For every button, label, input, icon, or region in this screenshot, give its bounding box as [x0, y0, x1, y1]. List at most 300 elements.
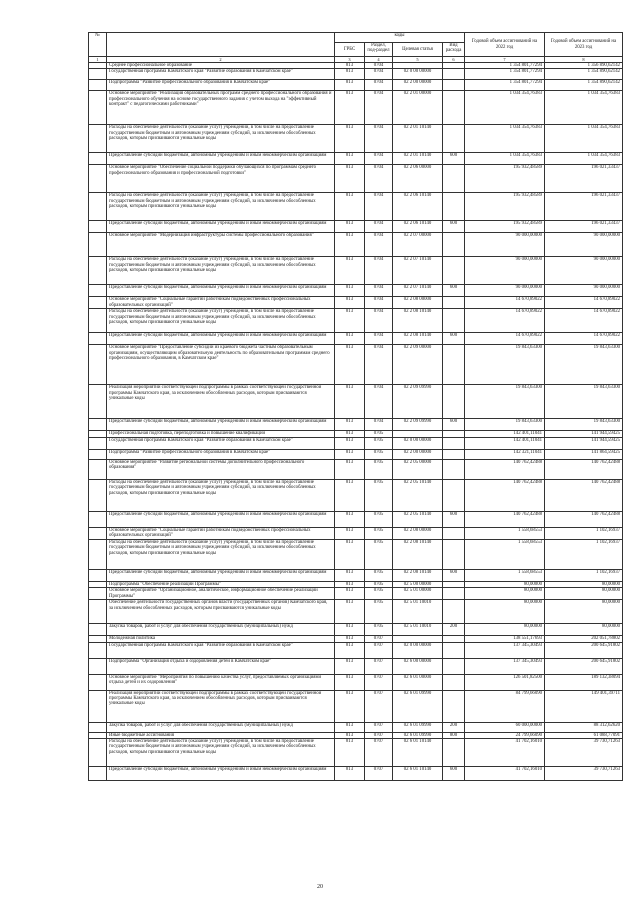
row-number-cell	[89, 479, 107, 511]
row-volume-2023-cell: 39 730,71263	[545, 739, 623, 767]
row-grbs-cell: 813	[335, 437, 365, 449]
column-index-cell: 4	[365, 57, 393, 63]
row-section-cell: 0707	[365, 674, 393, 690]
table-row	[89, 539, 623, 569]
row-volume-2022-cell: 14 670,89022	[465, 333, 545, 345]
row-name-cell: Расходы на обеспечение деятельности (оказание услуг) учреждений, в том числе на предоставление государственным бюджетным и автономным учреждениям субсидий, за исключением обособленных расходов, которым присваиваются уникальные коды	[107, 309, 335, 333]
row-volume-2022-cell: 1 034 354,76383	[465, 125, 545, 153]
row-target-cell: 02 2 08 10140	[393, 333, 443, 345]
row-volume-2022-cell: 140 762,42488	[465, 459, 545, 479]
row-grbs-cell: 813	[335, 91, 365, 125]
row-grbs-cell: 813	[335, 739, 365, 767]
column-index-cell: 7	[465, 57, 545, 63]
row-volume-2022-cell: 41 702,16010	[465, 767, 545, 781]
row-target-cell: 02 2 08 00000	[393, 297, 443, 309]
row-name-cell: Подпрограмма "Развитие профессионального образования в Камчатском крае"	[107, 80, 335, 91]
row-volume-2022-cell: 1 354 801,77294	[465, 63, 545, 69]
row-target-cell: 02 2 01 10140	[393, 153, 443, 165]
row-volume-2023-cell: 196 021,33437	[545, 165, 623, 193]
row-number-cell	[89, 437, 107, 449]
row-grbs-cell: 813	[335, 69, 365, 80]
row-volume-2022-cell: 142 401,11041	[465, 431, 545, 437]
row-target-cell: 02 2 06 10140	[393, 193, 443, 221]
row-number-cell	[89, 539, 107, 569]
row-section-cell: 0707	[365, 767, 393, 781]
row-section-cell: 0705	[365, 437, 393, 449]
row-volume-2022-cell: 19 843,63300	[465, 419, 545, 431]
row-volume-2022-cell: 1 354 801,77294	[465, 69, 545, 80]
row-number-cell	[89, 153, 107, 165]
row-number-cell	[89, 674, 107, 690]
row-target-cell: 02 0 00 00000	[393, 642, 443, 658]
row-name-cell: Основное мероприятие "Социальные гарантии работникам подведомственных профессиональных образовательных организаций"	[107, 527, 335, 539]
row-target-cell: 02 2 09 00000	[393, 345, 443, 385]
row-number-cell	[89, 385, 107, 419]
table-row	[89, 297, 623, 309]
row-volume-2022-cell: 24 799,66090	[465, 732, 545, 738]
row-number-cell	[89, 165, 107, 193]
row-volume-2023-cell: 90 000,00000	[545, 285, 623, 297]
row-name-cell: Иные бюджетные ассигнования	[107, 732, 335, 738]
row-name-cell: Предоставление субсидий бюджетным, автономным учреждениям и иным некоммерческим организациям	[107, 153, 335, 165]
row-target-cell: 02 2 06 10140	[393, 221, 443, 233]
row-volume-2023-cell: 1 034 354,76383	[545, 91, 623, 125]
row-volume-2023-cell: 189 132,38094	[545, 674, 623, 690]
row-section-cell: 0704	[365, 309, 393, 333]
row-volume-2022-cell: 1 354 801,77294	[465, 80, 545, 91]
row-number-cell	[89, 658, 107, 674]
row-grbs-cell: 813	[335, 674, 365, 690]
row-target-cell: 02 2 07 10140	[393, 257, 443, 285]
row-volume-2023-cell: 1 034 354,76383	[545, 125, 623, 153]
row-name-cell: Основное мероприятие "Модернизация инфраструктуры системы профессионального образования"	[107, 233, 335, 257]
header-codes: коды	[335, 33, 465, 43]
row-section-cell: 0704	[365, 285, 393, 297]
row-section-cell: 0704	[365, 257, 393, 285]
column-index-cell: 8	[545, 57, 623, 63]
row-target-cell: 02 2 08 10140	[393, 569, 443, 581]
row-target-cell: 02 2 01 00000	[393, 91, 443, 125]
row-grbs-cell: 813	[335, 527, 365, 539]
row-target-cell: 02 2 09 09990	[393, 419, 443, 431]
row-volume-2022-cell: 90 000,00000	[465, 257, 545, 285]
row-volume-2023-cell: 1 102,16937	[545, 539, 623, 569]
row-name-cell: Государственная программа Камчатского края "Развитие образования в Камчатском крае"	[107, 437, 335, 449]
row-section-cell: 0704	[365, 297, 393, 309]
table-row	[89, 449, 623, 459]
row-volume-2023-cell: 14 670,89022	[545, 333, 623, 345]
row-number-cell	[89, 80, 107, 91]
row-target-cell: 02 2 00 00000	[393, 449, 443, 459]
row-section-cell: 0705	[365, 581, 393, 587]
row-volume-2022-cell: 41 702,16010	[465, 739, 545, 767]
row-target-cell: 02 2 05 10140	[393, 479, 443, 511]
row-name-cell: Обеспечение деятельности государственных органов власти (государственных органов) Камчатского края, за исключением обособленных расходов, которым присваиваются уникальные коды	[107, 600, 335, 624]
row-kind-cell	[443, 600, 465, 624]
row-grbs-cell: 813	[335, 581, 365, 587]
row-target-cell: 02 2 05 00000	[393, 459, 443, 479]
row-kind-cell: 200	[443, 722, 465, 732]
table-row	[89, 385, 623, 419]
row-name-cell: Среднее профессиональное образование	[107, 63, 335, 69]
row-kind-cell	[443, 69, 465, 80]
budget-table	[88, 32, 623, 781]
row-volume-2023-cell: 141 864,59425	[545, 449, 623, 459]
row-kind-cell	[443, 459, 465, 479]
row-section-cell: 0705	[365, 479, 393, 511]
row-name-cell: Реализация мероприятий соответствующей подпрограммы в рамках соответствующей государственной программы Камчатского края, за исключением обособленных расходов, которым присваиваются уникальные коды	[107, 690, 335, 722]
row-grbs-cell: 813	[335, 285, 365, 297]
column-index-cell: 3	[335, 57, 365, 63]
column-index-cell: 1	[89, 57, 107, 63]
row-section-cell: 0705	[365, 588, 393, 600]
row-volume-2023-cell: 140 762,42488	[545, 511, 623, 527]
row-volume-2023-cell: 90 000,00000	[545, 233, 623, 257]
row-section-cell: 0704	[365, 419, 393, 431]
row-target-cell: 02 6 01 09990	[393, 722, 443, 732]
row-volume-2022-cell: 19 843,63300	[465, 345, 545, 385]
row-grbs-cell: 813	[335, 511, 365, 527]
row-grbs-cell: 813	[335, 345, 365, 385]
row-section-cell: 0707	[365, 739, 393, 767]
row-volume-2023-cell: 39 730,71263	[545, 767, 623, 781]
row-kind-cell: 600	[443, 221, 465, 233]
table-row	[89, 527, 623, 539]
table-row	[89, 165, 623, 193]
row-section-cell: 0704	[365, 221, 393, 233]
table-row	[89, 193, 623, 221]
table-body	[89, 63, 623, 781]
row-section-cell: 0707	[365, 690, 393, 722]
row-grbs-cell: 813	[335, 569, 365, 581]
row-name-cell: Основное мероприятие "Мероприятия по повышению качества услуг, предоставляемых организациями отдыха детей и их оздоровления"	[107, 674, 335, 690]
row-number-cell	[89, 588, 107, 600]
row-grbs-cell: 813	[335, 233, 365, 257]
row-section-cell: 0705	[365, 569, 393, 581]
row-volume-2022-cell: 19 843,63300	[465, 385, 545, 419]
table-row	[89, 690, 623, 722]
row-name-cell: Реализация мероприятий соответствующей подпрограммы в рамках соответствующей государственной программы Камчатского края, за исключением обособленных расходов, которым присваиваются уникальные коды	[107, 385, 335, 419]
row-section-cell: 0705	[365, 459, 393, 479]
row-name-cell: Расходы на обеспечение деятельности (оказание услуг) учреждений, в том числе на предоставление государственным бюджетным и автономным учреждениям субсидий, за исключением обособленных расходов, которым присваиваются уникальные коды	[107, 739, 335, 767]
row-name-cell: Предоставление субсидий бюджетным, автономным учреждениям и иным некоммерческим организациям	[107, 569, 335, 581]
table-row	[89, 767, 623, 781]
row-number-cell	[89, 333, 107, 345]
row-grbs-cell: 813	[335, 600, 365, 624]
row-grbs-cell: 813	[335, 479, 365, 511]
row-number-cell	[89, 449, 107, 459]
row-volume-2023-cell: 80,00000	[545, 624, 623, 636]
row-volume-2023-cell: 61 088,77091	[545, 732, 623, 738]
row-volume-2022-cell: 1 034 354,76383	[465, 153, 545, 165]
row-section-cell: 0704	[365, 153, 393, 165]
row-number-cell	[89, 600, 107, 624]
row-name-cell: Предоставление субсидий бюджетным, автономным учреждениям и иным некоммерческим организациям	[107, 221, 335, 233]
row-name-cell: Подпрограмма "Развитие профессионального образования в Камчатском крае"	[107, 449, 335, 459]
table-row	[89, 419, 623, 431]
row-volume-2023-cell: 202 051,78802	[545, 636, 623, 642]
row-number-cell	[89, 257, 107, 285]
row-grbs-cell: 813	[335, 459, 365, 479]
row-grbs-cell: 813	[335, 333, 365, 345]
row-number-cell	[89, 511, 107, 527]
row-number-cell	[89, 739, 107, 767]
row-volume-2022-cell: 60 000,00000	[465, 722, 545, 732]
table-row	[89, 459, 623, 479]
row-number-cell	[89, 297, 107, 309]
header-target: Целевая статья	[393, 43, 443, 57]
row-kind-cell: 600	[443, 153, 465, 165]
row-name-cell: Расходы на обеспечение деятельности (оказание услуг) учреждений, в том числе на предоставление государственным бюджетным и автономным учреждениям субсидий, за исключением обособленных расходов, которым присваиваются уникальные коды	[107, 193, 335, 221]
table-row	[89, 569, 623, 581]
row-kind-cell: 600	[443, 333, 465, 345]
row-volume-2022-cell: 80,00000	[465, 624, 545, 636]
row-volume-2023-cell: 196 021,33437	[545, 193, 623, 221]
row-kind-cell	[443, 91, 465, 125]
header-kind: Вид расхода	[443, 43, 465, 57]
row-number-cell	[89, 419, 107, 431]
row-grbs-cell: 813	[335, 767, 365, 781]
row-volume-2023-cell: 1 102,16937	[545, 569, 623, 581]
table-row	[89, 285, 623, 297]
table-row	[89, 91, 623, 125]
row-kind-cell: 800	[443, 732, 465, 738]
row-grbs-cell: 813	[335, 125, 365, 153]
row-name-cell: Предоставление субсидий бюджетным, автономным учреждениям и иным некоммерческим организациям	[107, 333, 335, 345]
row-volume-2022-cell: 126 501,82500	[465, 674, 545, 690]
row-volume-2022-cell: 80,00000	[465, 581, 545, 587]
row-target-cell: 02 2 08 10140	[393, 309, 443, 333]
row-volume-2022-cell: 137 345,30493	[465, 658, 545, 674]
row-number-cell	[89, 91, 107, 125]
row-volume-2023-cell: 80,00000	[545, 600, 623, 624]
row-volume-2023-cell: 19 843,63300	[545, 385, 623, 419]
row-volume-2023-cell: 140 762,42488	[545, 479, 623, 511]
table-row	[89, 674, 623, 690]
row-grbs-cell: 813	[335, 624, 365, 636]
table-row	[89, 69, 623, 80]
row-name-cell: Предоставление субсидий бюджетным, автономным учреждениям и иным некоммерческим организациям	[107, 419, 335, 431]
row-grbs-cell: 813	[335, 385, 365, 419]
row-kind-cell	[443, 125, 465, 153]
row-target-cell: 02 0 00 00000	[393, 69, 443, 80]
row-volume-2022-cell: 195 932,48589	[465, 165, 545, 193]
row-target-cell: 02 5 01 10010	[393, 624, 443, 636]
row-volume-2023-cell: 1 102,16937	[545, 527, 623, 539]
row-grbs-cell: 813	[335, 193, 365, 221]
row-kind-cell	[443, 193, 465, 221]
row-target-cell: 02 6 01 10140	[393, 739, 443, 767]
row-number-cell	[89, 459, 107, 479]
row-volume-2023-cell: 19 843,63300	[545, 345, 623, 385]
row-grbs-cell: 813	[335, 309, 365, 333]
row-name-cell: Предоставление субсидий бюджетным, автономным учреждениям и иным некоммерческим организациям	[107, 511, 335, 527]
row-volume-2022-cell: 137 345,30493	[465, 642, 545, 658]
table-row	[89, 257, 623, 285]
row-name-cell: Основное мероприятие "Развитие региональной системы дополнительного профессионального образования"	[107, 459, 335, 479]
row-name-cell: Основное мероприятие "Социальные гарантии работникам подведомственных профессиональных образовательных организаций"	[107, 297, 335, 309]
row-volume-2023-cell: 19 843,63300	[545, 419, 623, 431]
row-grbs-cell: 813	[335, 153, 365, 165]
row-name-cell: Предоставление субсидий бюджетным, автономным учреждениям и иным некоммерческим организациям	[107, 767, 335, 781]
row-section-cell: 0704	[365, 80, 393, 91]
row-volume-2022-cell: 140 762,42488	[465, 511, 545, 527]
row-name-cell: Закупка товаров, работ и услуг для обеспечения государственных (муниципальных) нужд	[107, 722, 335, 732]
row-number-cell	[89, 285, 107, 297]
row-target-cell: 02 6 00 00000	[393, 658, 443, 674]
row-number-cell	[89, 345, 107, 385]
row-volume-2023-cell: 1 034 354,76383	[545, 153, 623, 165]
row-volume-2023-cell: 141 944,59425	[545, 437, 623, 449]
row-volume-2023-cell: 149 401,39711	[545, 690, 623, 722]
row-grbs-cell: 813	[335, 732, 365, 738]
row-volume-2022-cell: 84 799,66090	[465, 690, 545, 722]
row-grbs-cell: 813	[335, 80, 365, 91]
row-grbs-cell: 813	[335, 636, 365, 642]
table-row	[89, 739, 623, 767]
row-number-cell	[89, 69, 107, 80]
row-target-cell: 02 5 01 10010	[393, 600, 443, 624]
row-kind-cell: 600	[443, 767, 465, 781]
row-volume-2023-cell: 200 645,91802	[545, 642, 623, 658]
row-kind-cell	[443, 658, 465, 674]
row-number-cell	[89, 309, 107, 333]
table-row	[89, 722, 623, 732]
row-section-cell: 0707	[365, 636, 393, 642]
row-grbs-cell: 813	[335, 722, 365, 732]
row-name-cell: Расходы на обеспечение деятельности (оказание услуг) учреждений, в том числе на предоставление государственным бюджетным и автономным учреждениям субсидий, за исключением обособленных расходов, которым присваиваются уникальные коды	[107, 257, 335, 285]
table-row	[89, 221, 623, 233]
row-section-cell: 0707	[365, 658, 393, 674]
row-volume-2022-cell: 80,00000	[465, 600, 545, 624]
column-index-cell: 6	[443, 57, 465, 63]
table-row	[89, 624, 623, 636]
row-kind-cell	[443, 449, 465, 459]
row-number-cell	[89, 221, 107, 233]
row-target-cell: 02 2 08 00000	[393, 527, 443, 539]
row-section-cell: 0705	[365, 624, 393, 636]
row-target-cell: 02 5 00 00000	[393, 581, 443, 587]
row-section-cell: 0704	[365, 333, 393, 345]
row-volume-2023-cell: 1 354 890,62142	[545, 80, 623, 91]
row-volume-2022-cell: 14 670,89022	[465, 309, 545, 333]
row-volume-2023-cell: 1 356 890,62142	[545, 63, 623, 69]
row-volume-2022-cell: 195 932,48589	[465, 221, 545, 233]
row-section-cell: 0705	[365, 431, 393, 437]
table-row	[89, 658, 623, 674]
row-grbs-cell: 813	[335, 642, 365, 658]
row-target-cell: 02 5 01 00000	[393, 588, 443, 600]
column-index-cell: 5	[393, 57, 443, 63]
row-volume-2023-cell: 14 670,89022	[545, 297, 623, 309]
row-name-cell: Предоставление субсидий бюджетным, автономным учреждениям и иным некоммерческим организациям	[107, 285, 335, 297]
row-volume-2023-cell: 140 762,42488	[545, 459, 623, 479]
header-volume-2023: Годовой объем ассигнований на 2023 год	[545, 33, 623, 57]
row-volume-2022-cell: 90 000,00000	[465, 285, 545, 297]
row-number-cell	[89, 193, 107, 221]
row-kind-cell	[443, 690, 465, 722]
row-volume-2023-cell: 1 354 890,62142	[545, 69, 623, 80]
row-name-cell: Расходы на обеспечение деятельности (оказание услуг) учреждений, в том числе на предоставление государственным бюджетным и автономным учреждениям субсидий, за исключением обособленных расходов, которым присваиваются уникальные коды	[107, 539, 335, 569]
row-volume-2022-cell: 90 000,00000	[465, 233, 545, 257]
row-target-cell: 02 2 06 00000	[393, 165, 443, 193]
row-section-cell: 0704	[365, 385, 393, 419]
row-volume-2023-cell: 88 312,62620	[545, 722, 623, 732]
row-kind-cell: 600	[443, 569, 465, 581]
row-volume-2022-cell: 1 558,68553	[465, 569, 545, 581]
table-row	[89, 600, 623, 624]
table-row	[89, 333, 623, 345]
row-target-cell: 02 6 01 10140	[393, 767, 443, 781]
row-grbs-cell: 813	[335, 419, 365, 431]
row-volume-2023-cell: 141 944,59425	[545, 431, 623, 437]
row-section-cell: 0705	[365, 539, 393, 569]
row-volume-2023-cell: 80,00000	[545, 581, 623, 587]
row-grbs-cell: 813	[335, 165, 365, 193]
row-section-cell: 0704	[365, 69, 393, 80]
row-kind-cell	[443, 642, 465, 658]
row-name-cell: Профессиональная подготовка, переподготовка и повышение квалификации	[107, 431, 335, 437]
row-target-cell: 02 2 08 10140	[393, 539, 443, 569]
row-volume-2022-cell: 14 670,89022	[465, 297, 545, 309]
row-volume-2022-cell: 1 558,68553	[465, 527, 545, 539]
row-kind-cell	[443, 385, 465, 419]
row-number-cell	[89, 767, 107, 781]
row-volume-2023-cell: 14 670,89022	[545, 309, 623, 333]
row-target-cell: 02 2 00 00000	[393, 80, 443, 91]
row-volume-2022-cell: 1 034 354,76383	[465, 91, 545, 125]
row-section-cell: 0704	[365, 233, 393, 257]
row-target-cell: 02 2 01 10140	[393, 125, 443, 153]
row-volume-2023-cell: 90 000,00000	[545, 257, 623, 285]
header-grbs: ГРБС	[335, 43, 365, 57]
table-row	[89, 309, 623, 333]
row-grbs-cell: 813	[335, 63, 365, 69]
header-volume-2022: Годовой объем ассигнований на 2022 год	[465, 33, 545, 57]
row-kind-cell	[443, 309, 465, 333]
row-grbs-cell: 813	[335, 658, 365, 674]
row-section-cell: 0707	[365, 732, 393, 738]
row-section-cell: 0704	[365, 91, 393, 125]
row-section-cell: 0707	[365, 642, 393, 658]
row-number-cell	[89, 624, 107, 636]
row-section-cell: 0705	[365, 449, 393, 459]
row-grbs-cell: 813	[335, 588, 365, 600]
row-name-cell: Основное мероприятие "Обеспечение социальной поддержки обучающихся по программам среднего профессионального образования и профессиональной подготовки"	[107, 165, 335, 193]
table-row	[89, 511, 623, 527]
row-kind-cell	[443, 165, 465, 193]
table-row	[89, 479, 623, 511]
header-name	[107, 33, 335, 57]
row-volume-2022-cell: 1 558,68553	[465, 539, 545, 569]
row-name-cell: Основное мероприятие "Предоставление субсидий из краевого бюджета частным образовательным организациям, осуществляющим образовательную деятельность по образовательным программам среднего профессионального образования, в Камчатском крае"	[107, 345, 335, 385]
row-name-cell: Государственная программа Камчатского края "Развитие образования в Камчатском крае"	[107, 69, 335, 80]
page-number: 20	[317, 884, 323, 890]
row-kind-cell	[443, 479, 465, 511]
row-kind-cell: 600	[443, 285, 465, 297]
row-volume-2023-cell: 196 021,33437	[545, 221, 623, 233]
row-kind-cell	[443, 674, 465, 690]
row-kind-cell	[443, 437, 465, 449]
row-kind-cell	[443, 297, 465, 309]
row-kind-cell	[443, 739, 465, 767]
table-row	[89, 80, 623, 91]
table-row	[89, 437, 623, 449]
row-kind-cell: 200	[443, 624, 465, 636]
row-name-cell: Закупка товаров, работ и услуг для обеспечения государственных (муниципальных) нужд	[107, 624, 335, 636]
table-row	[89, 345, 623, 385]
row-volume-2022-cell: 142 401,11041	[465, 437, 545, 449]
